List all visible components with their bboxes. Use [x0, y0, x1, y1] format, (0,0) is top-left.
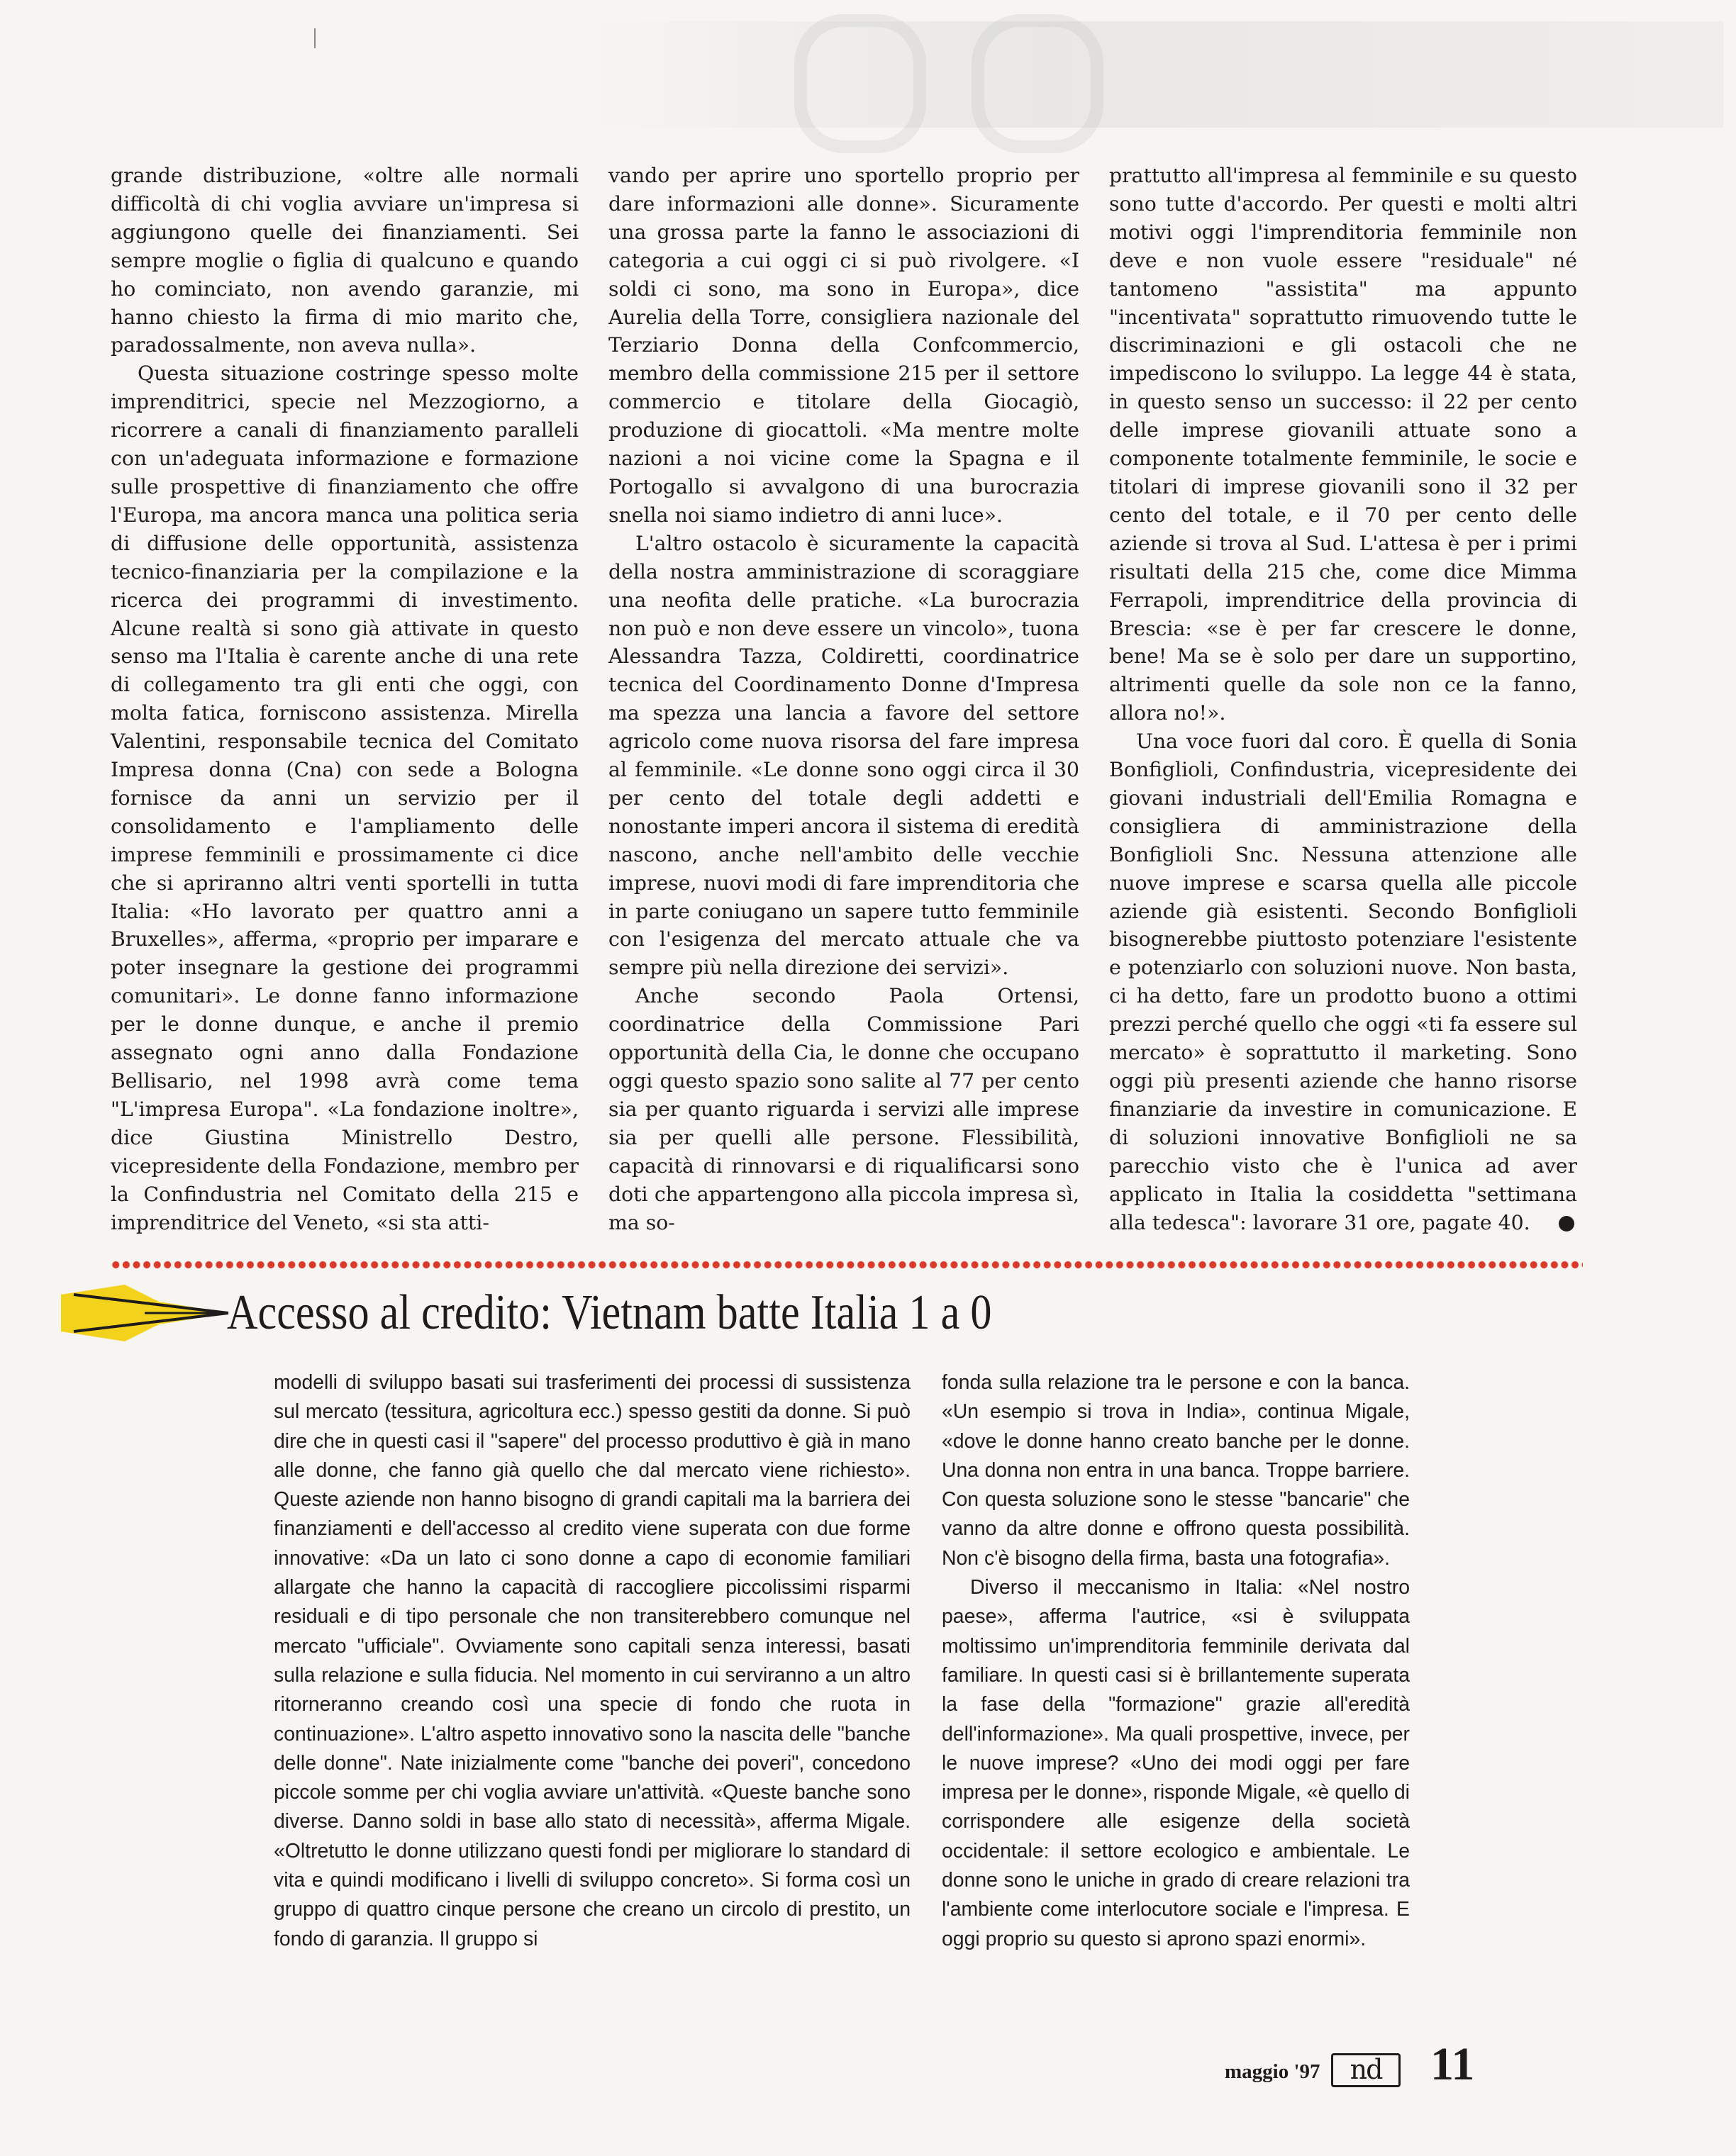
- sidebar-column-1: [274, 1368, 911, 1954]
- page-number: 11: [1430, 2038, 1475, 2090]
- paragraph: grande distribuzione, «oltre alle normali difficoltà di chi voglia avviare un'impresa si aggiungono quelle dei finanziamenti. Sei sempre moglie o figlia di qualcuno e quando ho cominciato, non avendo garanzie, mi hanno chiesto la firma di mio marito che, paradossalmente, non aveva nulla».: [111, 164, 579, 357]
- paragraph: Questa situazione costringe spesso molte imprenditrici, specie nel Mezzogiorno, a ricorrere a canali di finanziamento paralleli con un'adeguata informazione e formazione sulle prospettive di finanziamento che offre l'Europa, ma ancora manca una politica seria di diffusione delle opportunità, assistenza tecnico-finanziaria per la compilazione e la ricerca dei programmi di investimento. Alcune realtà si sono già attivate in questo senso ma l'Italia è carente anche di una rete di collegamento tra gli enti che oggi, con molta fatica, forniscono assistenza. Mirella Valentini, responsabile tecnica del Comitato Impresa donna (Cna) con sede a Bologna fornisce da anni un servizio per il consolidamento e l'ampliamento delle imprese femminili e prossimamente ci dice che si apriranno altri venti sportelli in tutta Italia: «Ho lavorato per quattro anni a Bruxelles», afferma, «proprio per imparare e poter insegnare la gestione dei programmi comunitari». Le donne fanno informazione per le donne dunque, e anche il premio assegnato ogni anno dalla Fondazione Bellisario, nel 1998 avrà come tema "L'impresa Europa". «La fondazione inoltre», dice Giustina Ministrello Destro, vicepresidente della Fondazione, membro per la Confindustria nel Comitato della 215 e imprenditrice del Veneto, «si sta atti-: [111, 362, 579, 1234]
- paragraph: Diverso il meccanismo in Italia: «Nel nostro paese», afferma l'autrice, «si è sviluppata moltissimo un'imprenditoria femminile derivata dal familiare. In questi casi si è brillantemente superata la fase della "formazione" grazie all'eredità dell'informazione». Ma quali prospettive, invece, per le nuove imprese? «Uno dei modi oggi per fare impresa per le donne», risponde Migale, «è quello di corrispondere alle esigenze della società occidentale: il settore ecologico e ambientale. Le donne sono le uniche in grado di creare relazioni tra l'ambiente come interlocutore sociale e l'impresa. E oggi proprio su questo si aprono spazi enormi».: [942, 1576, 1410, 1950]
- article-column-3: [1109, 162, 1577, 1236]
- paragraph: fonda sulla relazione tra le persone e con la banca. «Un esempio si trova in India», continua Migale, «dove le donne hanno creato banche per le donne. Una donna non entra in una banca. Troppe barriere. Con questa soluzione sono le stesse "bancarie" che vanno da altre donne e offrono questa possibilità. Non c'è bisogno della firma, basta una fotografia».: [942, 1371, 1410, 1570]
- bleed-through-mark: [972, 14, 1103, 153]
- end-of-article-dot-icon: [1559, 1216, 1574, 1231]
- paragraph: L'altro ostacolo è sicuramente la capacità della nostra amministrazione di scoraggiare una neofita delle pratiche. «La burocrazia non può e non deve essere un vincolo», tuona Alessandra Tazza, Coldiretti, coordinatrice tecnica del Coordinamento Donne d'Impresa ma spezza una lancia a favore del settore agricolo come nuova risorsa del fare impresa al femminile. «Le donne sono oggi circa il 30 per cento del totale degli addetti e nonostante imperi ancora il sistema di eredità nascono, anche nell'ambito delle vecchie imprese, nuovi modi di fare imprenditoria che in parte coniugano un sapere tutto femminile con l'esigenza del mercato attuale che va sempre più nella direzione dei servizi».: [608, 531, 1079, 980]
- paragraph-text: Una voce fuori dal coro. È quella di Sonia Bonfiglioli, Confindustria, vicepresidente dei giovani industriali dell'Emilia Romagna e consigliera di amministrazione della Bonfiglioli Snc. Nessuna attenzione alle nuove imprese e scarsa quella alle piccole aziende già esistenti. Secondo Bonfiglioli bisognerebbe piuttosto potenziare l'esistente e potenziarlo con soluzioni nuove. Non basta, ci ha detto, fare un prodotto buono a ottimi prezzi perché quello che oggi «ti fa essere sul mercato» è soprattutto il marketing. Sono oggi più presenti aziende che hanno risorse finanziarie da investire in comunicazione. E di soluzioni innovative Bonfiglioli ne sa parecchio visto che è l'unica ad aver applicato in Italia la cosiddetta "settimana alla tedesca": lavorare 31 ore, pagate 40.: [1109, 730, 1577, 1234]
- yellow-arrow-icon: [60, 1280, 230, 1346]
- bleed-through-mark: [794, 14, 926, 153]
- sidebar-headline: Accesso al credito: Vietnam batte Italia 1 a 0: [227, 1285, 992, 1340]
- paragraph: Anche secondo Paola Ortensi, coordinatrice della Commissione Pari opportunità della Cia, le donne che occupano oggi questo spazio sono salite al 77 per cento sia per quanto riguarda i servizi alle imprese sia per quelli alle persone. Flessibilità, capacità di rinnovarsi e di riqualificarsi sono doti che appartengono alla piccola impresa sì, ma so-: [608, 984, 1079, 1234]
- paragraph: modelli di sviluppo basati sui trasferimenti dei processi di sussistenza sul mercato (tessitura, agricoltura ecc.) spesso gestiti da donne. Si può dire che in questi casi il "sapere" del processo produttivo è già in mano alle donne, che fanno già quello che dal mercato viene richiesto». Queste aziende non hanno bisogno di grandi capitali ma la barriera dei finanziamenti e dell'accesso al credito viene superata con due forme innovative: «Da un lato ci sono donne a capo di economie familiari allargate che hanno la capacità di raccogliere piccolissimi risparmi residuali e di tipo personale che non transiterebbero comunque nel mercato "ufficiale". Ovviamente sono capitali senza interessi, basati sulla relazione e sulla fiducia. Nel momento in cui serviranno a un altro ritorneranno creando così una specie di fondo che ruota in continuazione». L'altro aspetto innovativo sono la nascita delle "banche delle donne". Nate inizialmente come "banche dei poveri", concedono piccole somme per chi voglia avviare un'attività. «Queste banche sono diverse. Danno soldi in base allo stato di necessità», afferma Migale. «Oltretutto le donne utilizzano questi fondi per migliorare lo standard di vita e quindi modificano i livelli di sviluppo concreto». Si forma così un gruppo di quattro cinque persone che creano un circolo di prestito, un fondo di garanzia. Il gruppo si: [274, 1371, 911, 1950]
- issue-date: maggio '97: [1225, 2060, 1320, 2083]
- paragraph: [1109, 727, 1577, 1236]
- article-column-2: [608, 162, 1079, 1236]
- paragraph: vando per aprire uno sportello proprio per dare informazioni alle donne». Sicuramente una grossa parte la fanno le associazioni di categoria a cui oggi ci si può rivolgere. «I soldi ci sono, ma sono in Europa», dice Aurelia della Torre, consigliera nazionale del Terziario Donna della Confcommercio, membro della commissione 215 per il settore commercio e titolare della Giocagiò, produzione di giocattoli. «Ma mentre molte nazioni a noi vicine come la Spagna e il Portogallo si avvalgono di una burocrazia snella noi siamo indietro di anni luce».: [608, 164, 1079, 527]
- sidebar-column-2: [942, 1368, 1410, 1954]
- crop-mark: [314, 28, 316, 48]
- paragraph: prattutto all'impresa al femminile e su questo sono tutte d'accordo. Per questi e molti altri motivi oggi l'imprenditoria femminile non deve e non vuole essere "residuale" né tantomeno "assistita" ma appunto "incentivata" soprattutto rimuovendo tutte le discriminazioni e gli ostacoli che ne impediscono lo sviluppo. La legge 44 è stata, in questo senso un successo: il 22 per cento delle imprese giovanili attuate sono a componente totalmente femminile, le socie e titolari di imprese giovanili sono il 32 per cento del totale, e il 70 per cento delle aziende si trova al Sud. L'attesa è per i primi risultati della 215 che, come dice Mimma Ferrapoli, imprenditrice della provincia di Brescia: «se è per far crescere le donne, bene! Ma se è solo per dare un supportino, altrimenti quelle da sole non ce la fanno, allora no!».: [1109, 164, 1577, 725]
- dotted-rule: [111, 1260, 1583, 1270]
- article-column-1: [111, 162, 579, 1236]
- page-footer: [1225, 2040, 1523, 2097]
- bleed-through-header: [589, 21, 1723, 128]
- magazine-logo: nd: [1331, 2053, 1401, 2087]
